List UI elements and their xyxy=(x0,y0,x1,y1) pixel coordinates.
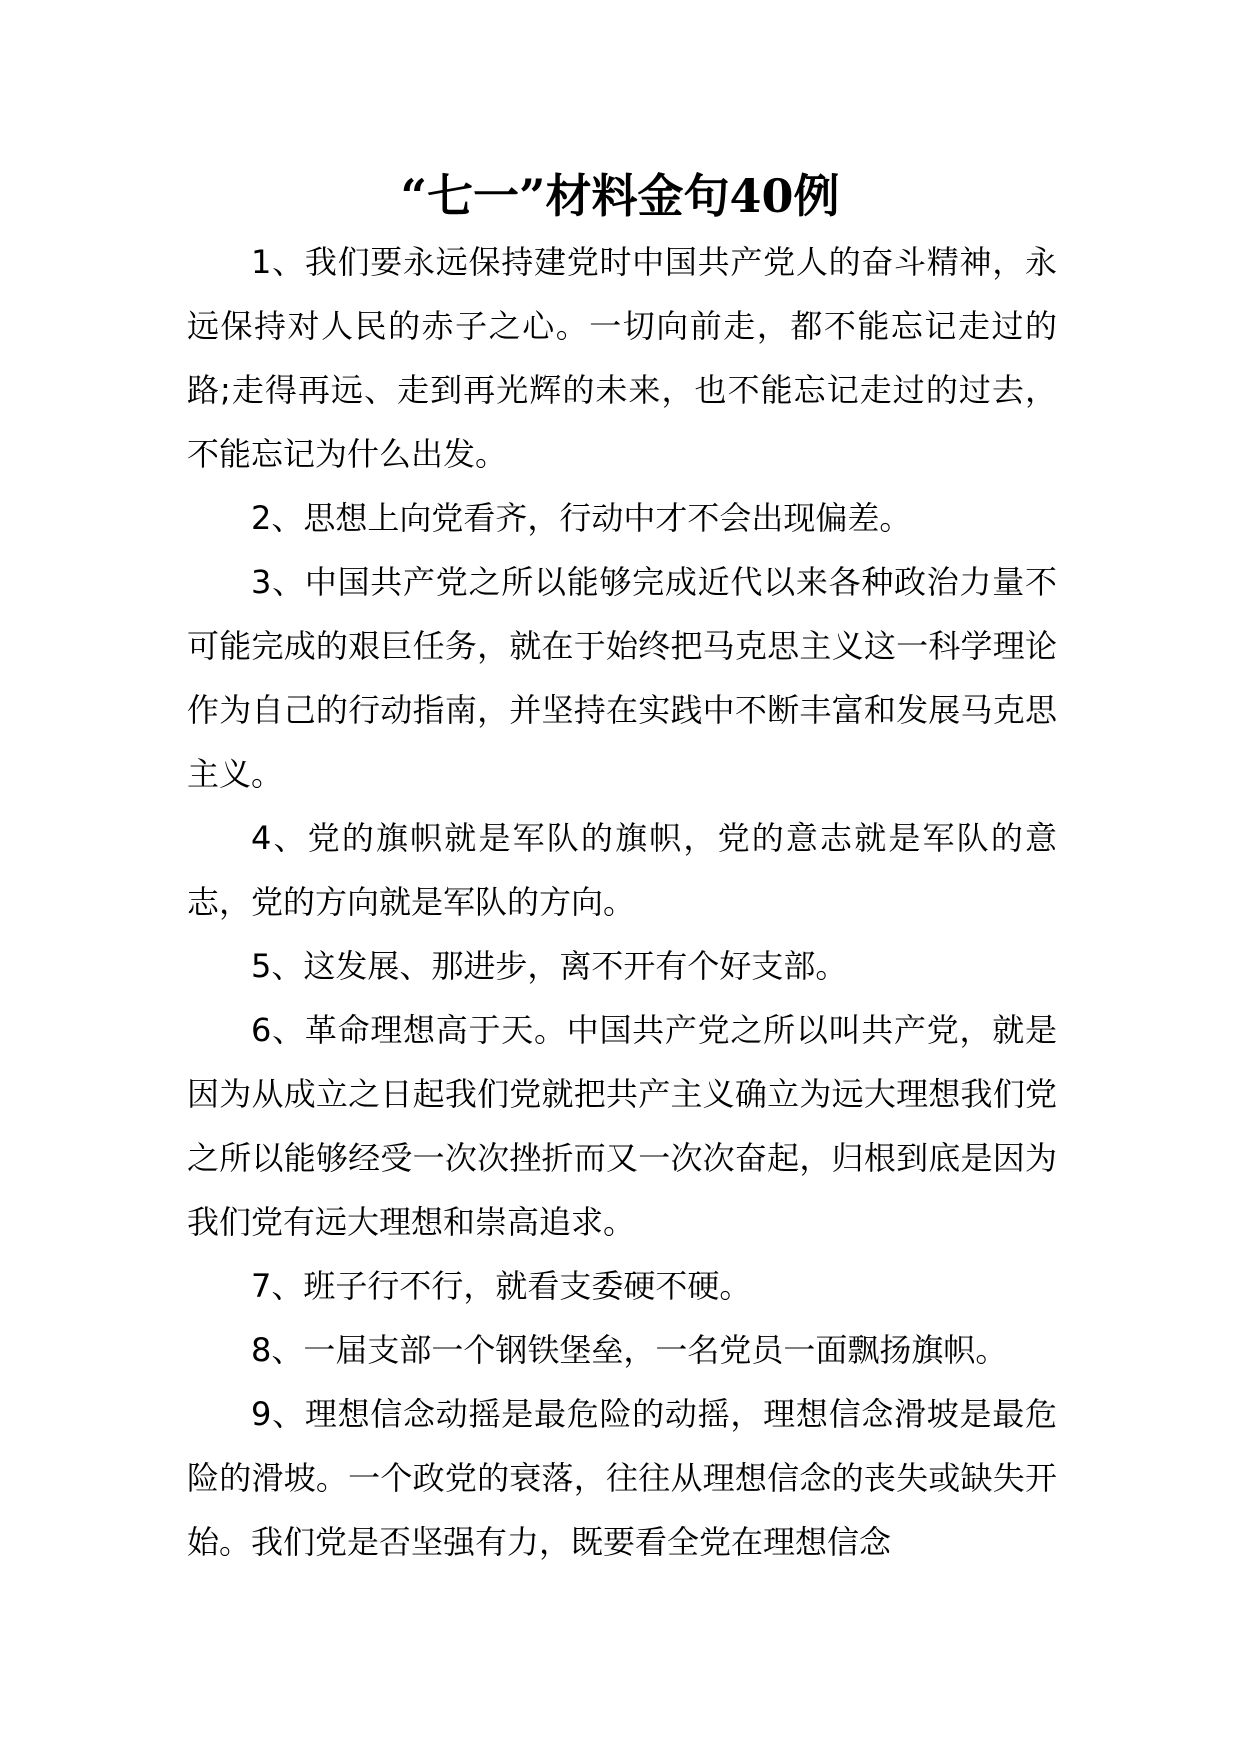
document-body xyxy=(187,230,1057,1574)
paragraph-1: 1、我们要永远保持建党时中国共产党人的奋斗精神，永远保持对人民的赤子之心。一切向前走，都不能忘记走过的路;走得再远、走到再光辉的未来，也不能忘记走过的过去，不能忘记为什么出发。 xyxy=(187,243,1057,473)
paragraph-5: 5、这发展、那进步，离不开有个好支部。 xyxy=(251,947,848,985)
document-title: “七一”材料金句40例 xyxy=(400,169,840,223)
paragraph-2: 2、思想上向党看齐，行动中才不会出现偏差。 xyxy=(251,499,912,537)
paragraph-8: 8、一届支部一个钢铁堡垒，一名党员一面飘扬旗帜。 xyxy=(251,1331,1008,1369)
paragraph-6: 6、革命理想高于天。中国共产党之所以叫共产党，就是因为从成立之日起我们党就把共产主义确立为远大理想我们党之所以能够经受一次次挫折而又一次次奋起，归根到底是因为我们党有远大理想和崇高追求。 xyxy=(187,1011,1057,1241)
paragraph-3: 3、中国共产党之所以能够完成近代以来各种政治力量不可能完成的艰巨任务，就在于始终把马克思主义这一科学理论作为自己的行动指南，并坚持在实践中不断丰富和发展马克思主义。 xyxy=(187,563,1057,793)
paragraph-7: 7、班子行不行，就看支委硬不硬。 xyxy=(251,1267,752,1305)
paragraph-4: 4、党的旗帜就是军队的旗帜，党的意志就是军队的意志，党的方向就是军队的方向。 xyxy=(187,819,1057,921)
paragraph-9: 9、理想信念动摇是最危险的动摇，理想信念滑坡是最危险的滑坡。一个政党的衰落，往往从理想信念的丧失或缺失开始。我们党是否坚强有力，既要看全党在理想信念 xyxy=(187,1395,1057,1561)
